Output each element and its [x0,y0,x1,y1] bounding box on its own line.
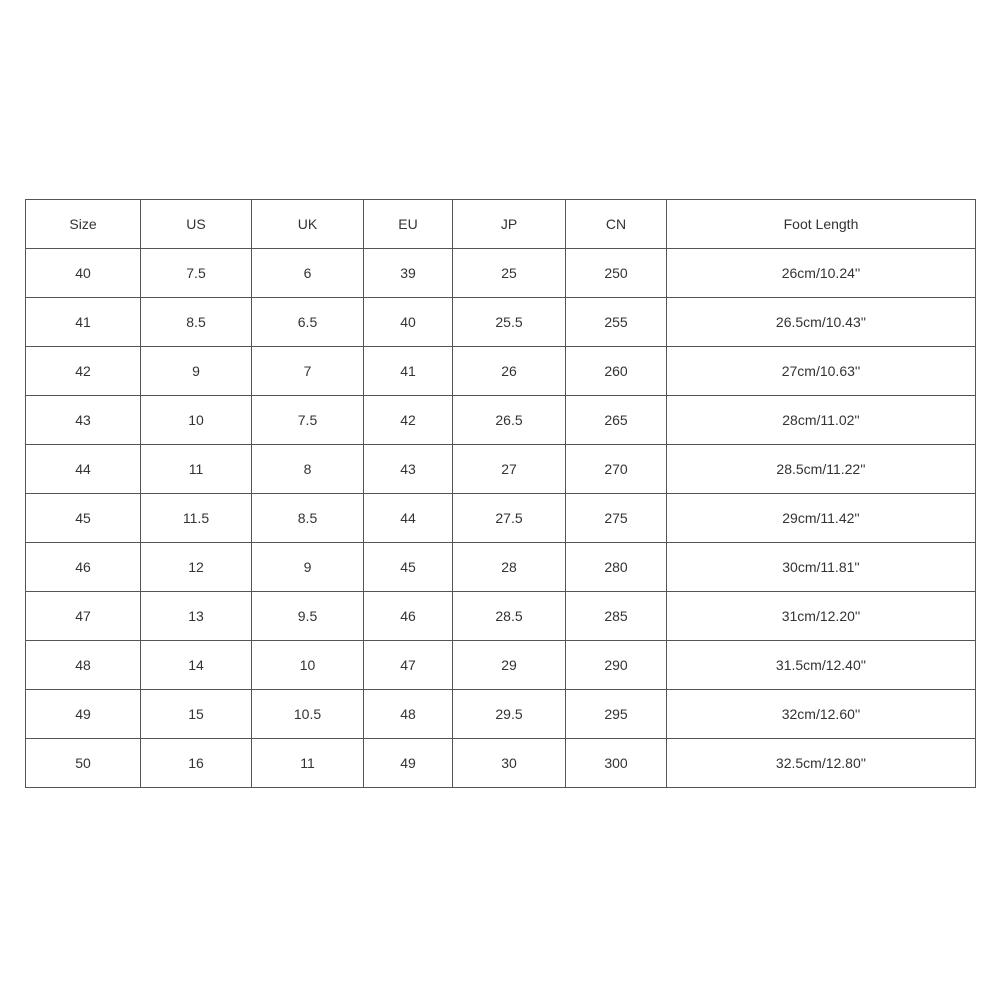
cell-us: 11.5 [141,494,252,543]
cell-eu: 49 [364,739,453,788]
cell-jp: 25 [453,249,566,298]
table-row [26,690,976,739]
cell-foot-length: 28.5cm/11.22'' [667,445,976,494]
cell-eu: 40 [364,298,453,347]
cell-us: 11 [141,445,252,494]
cell-cn: 280 [566,543,667,592]
cell-uk: 8.5 [252,494,364,543]
table-row [26,298,976,347]
cell-foot-length: 27cm/10.63'' [667,347,976,396]
cell-size: 40 [26,249,141,298]
cell-size: 45 [26,494,141,543]
cell-jp: 26 [453,347,566,396]
table-row [26,641,976,690]
cell-eu: 39 [364,249,453,298]
cell-foot-length: 29cm/11.42'' [667,494,976,543]
cell-uk: 7.5 [252,396,364,445]
cell-size: 44 [26,445,141,494]
cell-us: 15 [141,690,252,739]
cell-cn: 295 [566,690,667,739]
cell-cn: 300 [566,739,667,788]
cell-eu: 42 [364,396,453,445]
cell-us: 16 [141,739,252,788]
header-jp: JP [453,200,566,249]
header-us: US [141,200,252,249]
cell-eu: 44 [364,494,453,543]
cell-jp: 26.5 [453,396,566,445]
cell-us: 7.5 [141,249,252,298]
cell-eu: 41 [364,347,453,396]
table-row [26,592,976,641]
table-row [26,543,976,592]
cell-foot-length: 31cm/12.20'' [667,592,976,641]
cell-eu: 46 [364,592,453,641]
cell-eu: 48 [364,690,453,739]
cell-uk: 8 [252,445,364,494]
cell-foot-length: 32cm/12.60'' [667,690,976,739]
table-row [26,249,976,298]
cell-cn: 285 [566,592,667,641]
table-row [26,739,976,788]
cell-us: 10 [141,396,252,445]
header-foot-length: Foot Length [667,200,976,249]
cell-uk: 9.5 [252,592,364,641]
cell-foot-length: 31.5cm/12.40'' [667,641,976,690]
header-uk: UK [252,200,364,249]
cell-size: 50 [26,739,141,788]
cell-uk: 11 [252,739,364,788]
cell-jp: 29.5 [453,690,566,739]
cell-eu: 43 [364,445,453,494]
table-row [26,494,976,543]
cell-cn: 270 [566,445,667,494]
cell-foot-length: 30cm/11.81'' [667,543,976,592]
cell-uk: 6.5 [252,298,364,347]
cell-jp: 28.5 [453,592,566,641]
cell-cn: 265 [566,396,667,445]
cell-size: 47 [26,592,141,641]
cell-us: 9 [141,347,252,396]
header-row [26,200,976,249]
cell-cn: 290 [566,641,667,690]
cell-us: 8.5 [141,298,252,347]
header-size: Size [26,200,141,249]
cell-uk: 10.5 [252,690,364,739]
cell-jp: 30 [453,739,566,788]
cell-jp: 29 [453,641,566,690]
cell-size: 48 [26,641,141,690]
cell-cn: 250 [566,249,667,298]
cell-foot-length: 26.5cm/10.43'' [667,298,976,347]
cell-size: 46 [26,543,141,592]
cell-jp: 27 [453,445,566,494]
cell-us: 13 [141,592,252,641]
cell-size: 42 [26,347,141,396]
header-eu: EU [364,200,453,249]
table-row [26,347,976,396]
size-chart-table [25,199,976,788]
cell-foot-length: 28cm/11.02'' [667,396,976,445]
header-cn: CN [566,200,667,249]
cell-size: 49 [26,690,141,739]
cell-eu: 45 [364,543,453,592]
cell-eu: 47 [364,641,453,690]
cell-cn: 255 [566,298,667,347]
cell-uk: 7 [252,347,364,396]
cell-uk: 9 [252,543,364,592]
cell-cn: 260 [566,347,667,396]
cell-size: 41 [26,298,141,347]
cell-foot-length: 32.5cm/12.80'' [667,739,976,788]
cell-jp: 27.5 [453,494,566,543]
cell-size: 43 [26,396,141,445]
cell-uk: 10 [252,641,364,690]
cell-jp: 25.5 [453,298,566,347]
cell-us: 12 [141,543,252,592]
cell-us: 14 [141,641,252,690]
cell-jp: 28 [453,543,566,592]
cell-uk: 6 [252,249,364,298]
cell-cn: 275 [566,494,667,543]
table-row [26,445,976,494]
table-row [26,396,976,445]
cell-foot-length: 26cm/10.24'' [667,249,976,298]
